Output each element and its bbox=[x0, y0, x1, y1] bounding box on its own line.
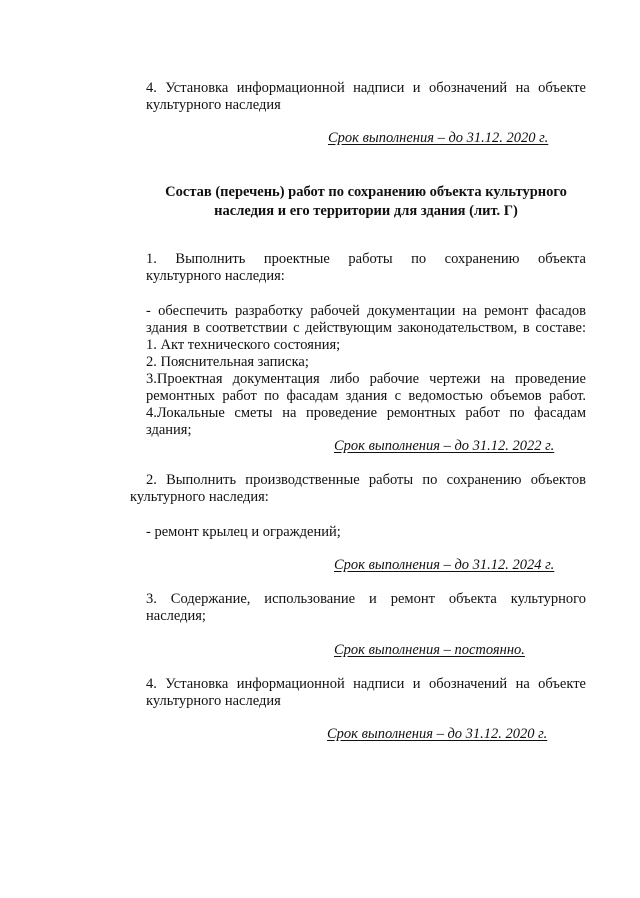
section2-deadline: Срок выполнения – до 31.12. 2024 г. bbox=[334, 557, 555, 573]
section1-item: 3.Проектная документация либо рабочие чертежи на проведение bbox=[146, 371, 586, 387]
section1-item: здания; bbox=[146, 422, 192, 438]
section1-item: 2. Пояснительная записка; bbox=[146, 354, 309, 370]
section1-item: ремонтных работ по фасадам здания с ведомостью объемов работ. bbox=[146, 388, 586, 404]
section2-title-cont bbox=[130, 489, 586, 506]
top-item-4-line1: 4. Установка информационной надписи и обозначений на объекте bbox=[146, 80, 586, 96]
section4-title-line1: 4. Установка информационной надписи и обозначений на объекте bbox=[146, 676, 586, 692]
section1-body bbox=[146, 303, 586, 439]
section1-intro-line2: здания в соответствии с действующим законодательством, в составе: bbox=[146, 320, 586, 336]
section1-intro-line1: - обеспечить разработку рабочей документации на ремонт фасадов bbox=[146, 303, 586, 319]
section2-item: - ремонт крылец и ограждений; bbox=[146, 524, 341, 540]
section1-deadline: Срок выполнения – до 31.12. 2022 г. bbox=[334, 438, 555, 454]
section1-title-line1: 1. Выполнить проектные работы по сохранению объекта bbox=[146, 251, 586, 267]
top-item-4 bbox=[146, 80, 586, 114]
section1-title-line2: культурного наследия: bbox=[146, 268, 285, 284]
section4-title bbox=[146, 676, 586, 710]
section3-title-line1: 3. Содержание, использование и ремонт объекта культурного bbox=[146, 591, 586, 607]
section3-title-line2: наследия; bbox=[146, 608, 206, 624]
section1-title bbox=[146, 251, 586, 285]
section2-title-line2: культурного наследия: bbox=[130, 489, 269, 505]
top-deadline: Срок выполнения – до 31.12. 2020 г. bbox=[328, 130, 549, 146]
heading-line1: Состав (перечень) работ по сохранению объекта культурного bbox=[165, 184, 567, 200]
section1-item: 4.Локальные сметы на проведение ремонтных работ по фасадам bbox=[146, 405, 586, 421]
section3-title bbox=[146, 591, 586, 625]
section2-item-block bbox=[146, 524, 586, 541]
top-item-4-line2: культурного наследия bbox=[146, 97, 281, 113]
section2-title-line1: 2. Выполнить производственные работы по сохранению объектов bbox=[146, 472, 586, 488]
section4-deadline: Срок выполнения – до 31.12. 2020 г. bbox=[327, 726, 548, 742]
section2-title bbox=[146, 472, 586, 489]
section4-title-line2: культурного наследия bbox=[146, 693, 281, 709]
section-heading bbox=[146, 183, 586, 221]
heading-line2: наследия и его территории для здания (лит. Г) bbox=[214, 203, 518, 219]
section3-deadline: Срок выполнения – постоянно. bbox=[334, 642, 525, 658]
section1-item: 1. Акт технического состояния; bbox=[146, 337, 341, 353]
